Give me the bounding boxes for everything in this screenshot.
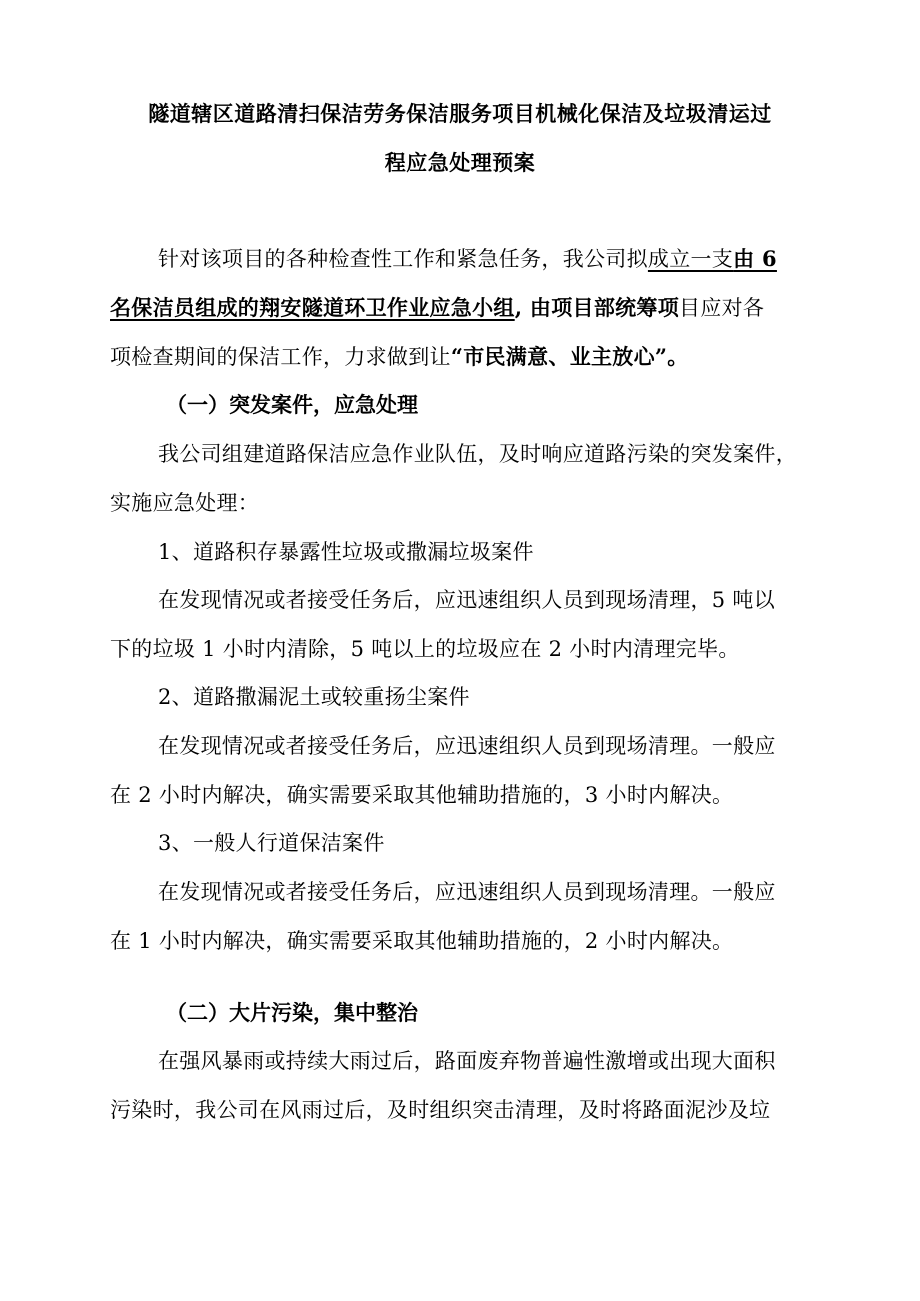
paragraph-line: 下的垃圾 1 小时内清除，5 吨以上的垃圾应在 2 小时内清理完毕。 bbox=[110, 637, 740, 661]
intro-line-3 bbox=[110, 341, 689, 371]
intro-bold-text: , 由项目部统筹项 bbox=[514, 295, 680, 320]
item-title-3: 3、一般人行道保洁案件 bbox=[158, 831, 385, 855]
paragraph-line: 在发现情况或者接受任务后，应迅速组织人员到现场清理。一般应 bbox=[158, 734, 776, 758]
intro-text: 目应对各 bbox=[679, 296, 765, 320]
section-heading-1: （一）突发案件，应急处理 bbox=[166, 392, 418, 417]
paragraph-line: 在强风暴雨或持续大雨过后，路面废弃物普遍性激增或出现大面积 bbox=[158, 1049, 776, 1073]
intro-team-name: 名保洁员组成的翔安隧道环卫作业应急小组 bbox=[110, 295, 515, 320]
paragraph-line: 污染时，我公司在风雨过后，及时组织突击清理，及时将路面泥沙及垃 bbox=[110, 1098, 771, 1122]
document-title-line-1: 隧道辖区道路清扫保洁劳务保洁服务项目机械化保洁及垃圾清运过 bbox=[148, 101, 772, 126]
intro-text: 项检查期间的保洁工作，力求做到让 bbox=[110, 345, 451, 369]
document-title-line-2: 程应急处理预案 bbox=[384, 150, 536, 175]
paragraph-line: 在 1 小时内解决，确实需要采取其他辅助措施的，2 小时内解决。 bbox=[110, 929, 734, 953]
paragraph-line: 在发现情况或者接受任务后，应迅速组织人员到现场清理。一般应 bbox=[158, 880, 776, 904]
intro-text: 针对该项目的各种检查性工作和紧急任务，我公司拟 bbox=[158, 247, 648, 271]
paragraph-line: 我公司组建道路保洁应急作业队伍，及时响应道路污染的突发案件， bbox=[158, 442, 797, 466]
intro-line-1 bbox=[158, 243, 777, 273]
intro-underlined-text: 成立一支 bbox=[647, 247, 734, 271]
paragraph-line: 在发现情况或者接受任务后，应迅速组织人员到现场清理，5 吨以 bbox=[158, 588, 776, 612]
intro-bold-underlined-text: 由 6 bbox=[733, 246, 777, 271]
paragraph-line: 实施应急处理： bbox=[110, 491, 260, 515]
intro-slogan: “市民满意、业主放心”。 bbox=[450, 344, 689, 369]
section-heading-2: （二）大片污染，集中整治 bbox=[166, 1000, 418, 1025]
intro-line-2 bbox=[110, 292, 764, 322]
item-title-2: 2、道路撒漏泥土或较重扬尘案件 bbox=[158, 685, 470, 709]
item-title-1: 1、道路积存暴露性垃圾或撒漏垃圾案件 bbox=[158, 540, 534, 564]
paragraph-line: 在 2 小时内解决，确实需要采取其他辅助措施的，3 小时内解决。 bbox=[110, 783, 734, 807]
